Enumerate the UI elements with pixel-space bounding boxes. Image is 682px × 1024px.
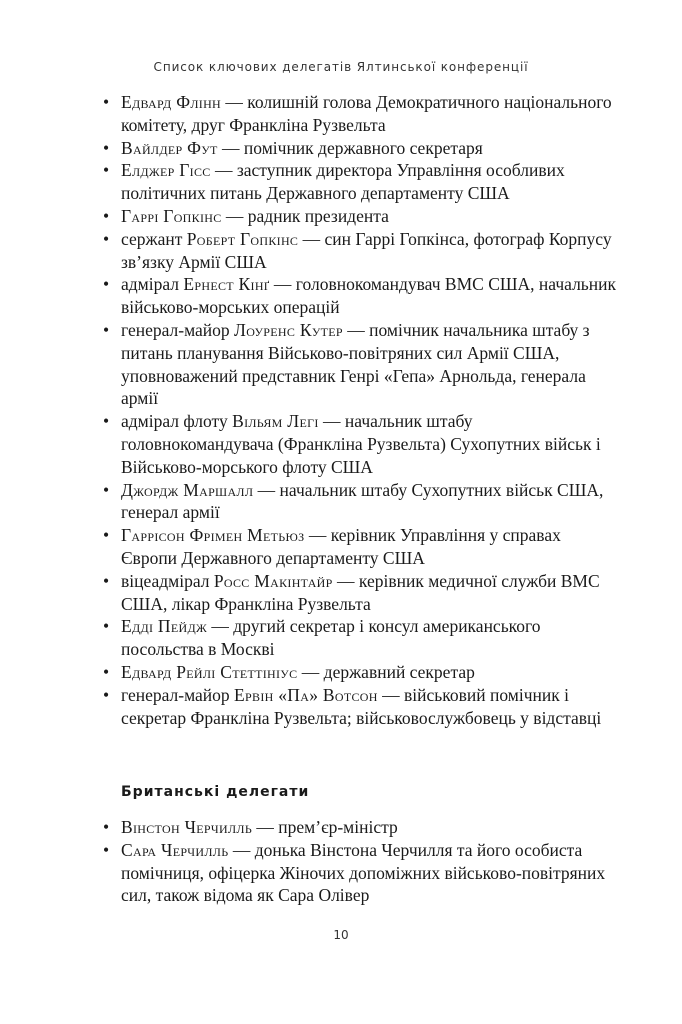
american-delegates-list: [101, 91, 621, 729]
delegate-name: Вайлдер Фут: [121, 137, 218, 158]
delegate-item: [101, 159, 621, 205]
delegate-description: — заступник директора Управління особливих політичних питань Державного департаменту США: [121, 160, 565, 204]
delegate-item: [101, 479, 621, 525]
delegate-item: [101, 273, 621, 319]
delegate-item: [101, 684, 621, 730]
running-head: Список ключових делегатів Ялтинської конференції: [153, 60, 529, 74]
delegate-name: Сара Черчилль: [121, 839, 229, 860]
delegate-description: — начальник штабу головнокомандувача (Франкліна Рузвельта) Сухопутних військ і Військово-морського флоту США: [121, 411, 601, 477]
delegate-description: — начальник штабу Сухопутних військ США, генерал армії: [121, 479, 604, 523]
delegate-description: — син Гаррі Гопкінса, фотограф Корпусу зв’язку Армії США: [121, 228, 612, 272]
delegate-item: [101, 205, 621, 228]
delegate-name: Лоуренс Кутер: [234, 319, 343, 340]
delegate-name: Вінстон Черчилль: [121, 817, 253, 837]
delegate-rank: віцеадмірал: [121, 570, 214, 591]
delegate-item: [101, 615, 621, 661]
delegate-item: [101, 524, 621, 570]
delegate-item: [101, 570, 621, 616]
delegate-item: [101, 319, 621, 410]
delegate-name: Едвард Рейлі Стеттініус: [121, 661, 298, 682]
delegate-description: — державний секретар: [297, 661, 475, 682]
delegate-description: — радник президента: [221, 205, 389, 226]
delegate-description: — колишній голова Демократичного національного комітету, друг Франкліна Рузвельта: [121, 92, 612, 135]
delegate-rank: генерал-майор: [121, 684, 235, 705]
delegate-rank: адмірал: [121, 274, 184, 295]
british-delegates-list: [101, 816, 621, 907]
delegate-description: — військовий помічник і секретар Франкліна Рузвельта; військовослужбовець у відставці: [121, 684, 602, 728]
delegate-item: [101, 137, 621, 160]
delegate-description: — помічник державного секретаря: [217, 137, 483, 158]
delegate-item: [101, 661, 621, 684]
delegate-description: — прем’єр-міністр: [252, 817, 398, 837]
delegate-item: [101, 816, 621, 839]
delegate-item: [101, 839, 621, 907]
delegate-description: — головнокомандувач ВМС США, начальник військово-морських операцій: [121, 274, 617, 318]
delegate-name: Джордж Маршалл: [121, 479, 254, 500]
delegate-rank: сержант: [121, 228, 187, 249]
delegate-name: Ервін «Па» Вотсон: [234, 684, 378, 705]
delegate-name: Росс Макінтайр: [213, 570, 333, 591]
delegate-description: — другий секретар і консул американського посольства в Москві: [121, 616, 541, 660]
delegate-rank: адмірал флоту: [121, 411, 233, 432]
delegate-description: — помічник начальника штабу з питань планування Військово-повітряних сил Армії США, уповноважений представник Генрі «Гепа» Арнольда, генерала армії: [121, 319, 590, 409]
delegate-name: Едвард Флінн: [121, 92, 222, 112]
section-title-british: Британські делегати: [121, 784, 310, 800]
delegate-name: Гаррісон Фрімен Метьюз: [121, 525, 305, 546]
delegate-name: Елджер Гісс: [121, 160, 211, 181]
delegate-item: [101, 228, 621, 274]
page-number: 10: [333, 928, 349, 942]
delegate-description: — керівник медичної служби ВМС США, лікар Франкліна Рузвельта: [121, 570, 600, 614]
delegate-name: Едді Пейдж: [121, 616, 208, 637]
delegate-rank: генерал-майор: [121, 319, 235, 340]
delegate-item: [101, 410, 621, 478]
delegate-description: — донька Вінстона Черчилля та його особиста помічниця, офіцерка Жіночих допоміжних військово-повітряних сил, також відома як Сара Олівер: [121, 839, 606, 906]
delegate-description: — керівник Управління у справах Європи Державного департаменту США: [121, 525, 561, 568]
delegate-name: Ернест Кінґ: [183, 274, 270, 295]
delegate-name: Вільям Легі: [232, 411, 319, 432]
delegate-item: [101, 91, 621, 137]
delegate-name: Гаррі Гопкінс: [121, 205, 222, 226]
delegate-name: Роберт Гопкінс: [186, 228, 299, 249]
